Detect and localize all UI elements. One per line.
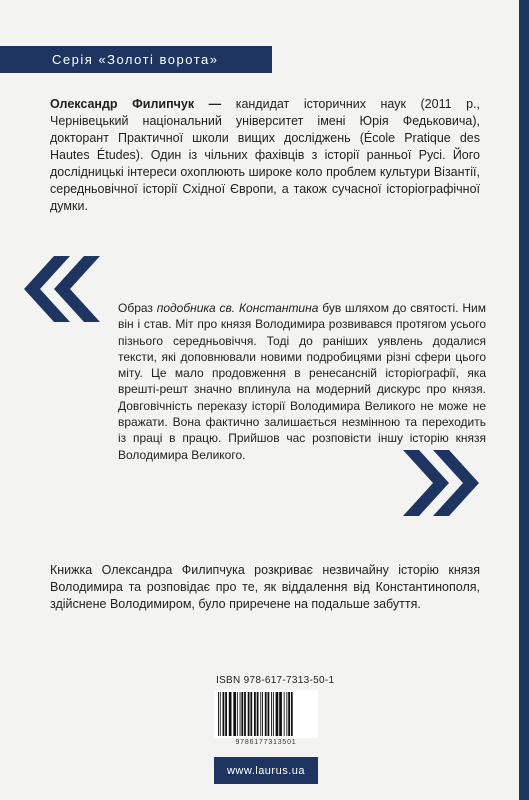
author-name: Олександр Филипчук — xyxy=(50,97,222,111)
series-label: Серія «Золоті ворота» xyxy=(52,52,219,67)
author-bio-text: кандидат історичних наук (2011 р., Чернівецький національний університет імені Юрія Федьковича), докторант Практичної школи вищих досліджень (École Pratique des Hautes Études). Один із чільних фахівців з історії ранньої Русі. Його дослідницькі інтереси охоплюють широке коло проблем культури Візантії, середньовічної історії Східної Європи, а також сучасної історіографічної думки. xyxy=(50,97,480,213)
isbn-label: ISBN 978-617-7313-50-1 xyxy=(216,675,335,686)
quote-italic: подобника св. Константина xyxy=(156,301,319,315)
author-bio xyxy=(50,96,480,215)
book-summary: Книжка Олександра Филипчука розкриває незвичайну історію князя Володимира та розповідає про те, як віддалення від Константинополя, здійснене Володимиром, було приречене на подальше забуття. xyxy=(50,563,480,611)
barcode-bar xyxy=(218,692,219,736)
barcode-bar xyxy=(260,692,261,736)
barcode-bar xyxy=(262,692,263,736)
barcode-bar xyxy=(240,692,241,736)
barcode-bar xyxy=(265,692,267,736)
barcode-bar xyxy=(241,692,243,736)
barcode-bar xyxy=(223,692,225,736)
barcode-bar xyxy=(237,692,238,736)
barcode-bar xyxy=(233,692,236,736)
double-chevron-left-icon xyxy=(24,256,100,322)
barcode-bar xyxy=(229,692,232,736)
barcode-bar xyxy=(286,692,287,736)
barcode-bar xyxy=(268,692,270,736)
barcode-bar xyxy=(254,692,256,736)
series-label-bar xyxy=(0,46,272,73)
barcode-bar xyxy=(248,692,250,736)
barcode-bar xyxy=(288,692,290,736)
website-bar[interactable] xyxy=(214,757,318,784)
barcode-bar xyxy=(225,692,227,736)
quote-rest: був шляхом до святості. Ним він і став. Міт про князя Володимира розвивався протягом усього пізнього середньовіччя. Тоді до раніших уявлень додалися тексти, які доповнювали новими подробицями різні сфери цього міту. Це мало продовження в ренесансній історіографії, яка врешті-решт значно вплинула на модерний дискурс про князя. Довговічність переказу історії Володимира Великого не може не вражати. Вона фактично залишається незмінною та переходить із праці в працю. Прийшов час розповісти іншу історію князя Володимира Великого. xyxy=(118,301,486,462)
quote-text xyxy=(118,300,486,463)
barcode-bar xyxy=(279,692,282,736)
barcode-bar xyxy=(276,692,279,736)
barcode xyxy=(214,690,318,738)
barcode-bar xyxy=(244,692,246,736)
double-chevron-right-icon xyxy=(403,450,479,516)
spine-bar xyxy=(519,0,529,800)
quote-lead: Образ xyxy=(118,301,157,315)
barcode-bar xyxy=(291,692,293,736)
barcode-bar xyxy=(220,692,221,736)
barcode-digits: 9786177313501 xyxy=(235,739,297,746)
barcode-bar xyxy=(273,692,274,736)
barcode-bar xyxy=(250,692,252,736)
barcode-bar xyxy=(271,692,272,736)
website-url[interactable]: www.laurus.ua xyxy=(226,764,306,777)
barcode-bar xyxy=(284,692,285,736)
barcode-bar xyxy=(257,692,259,736)
